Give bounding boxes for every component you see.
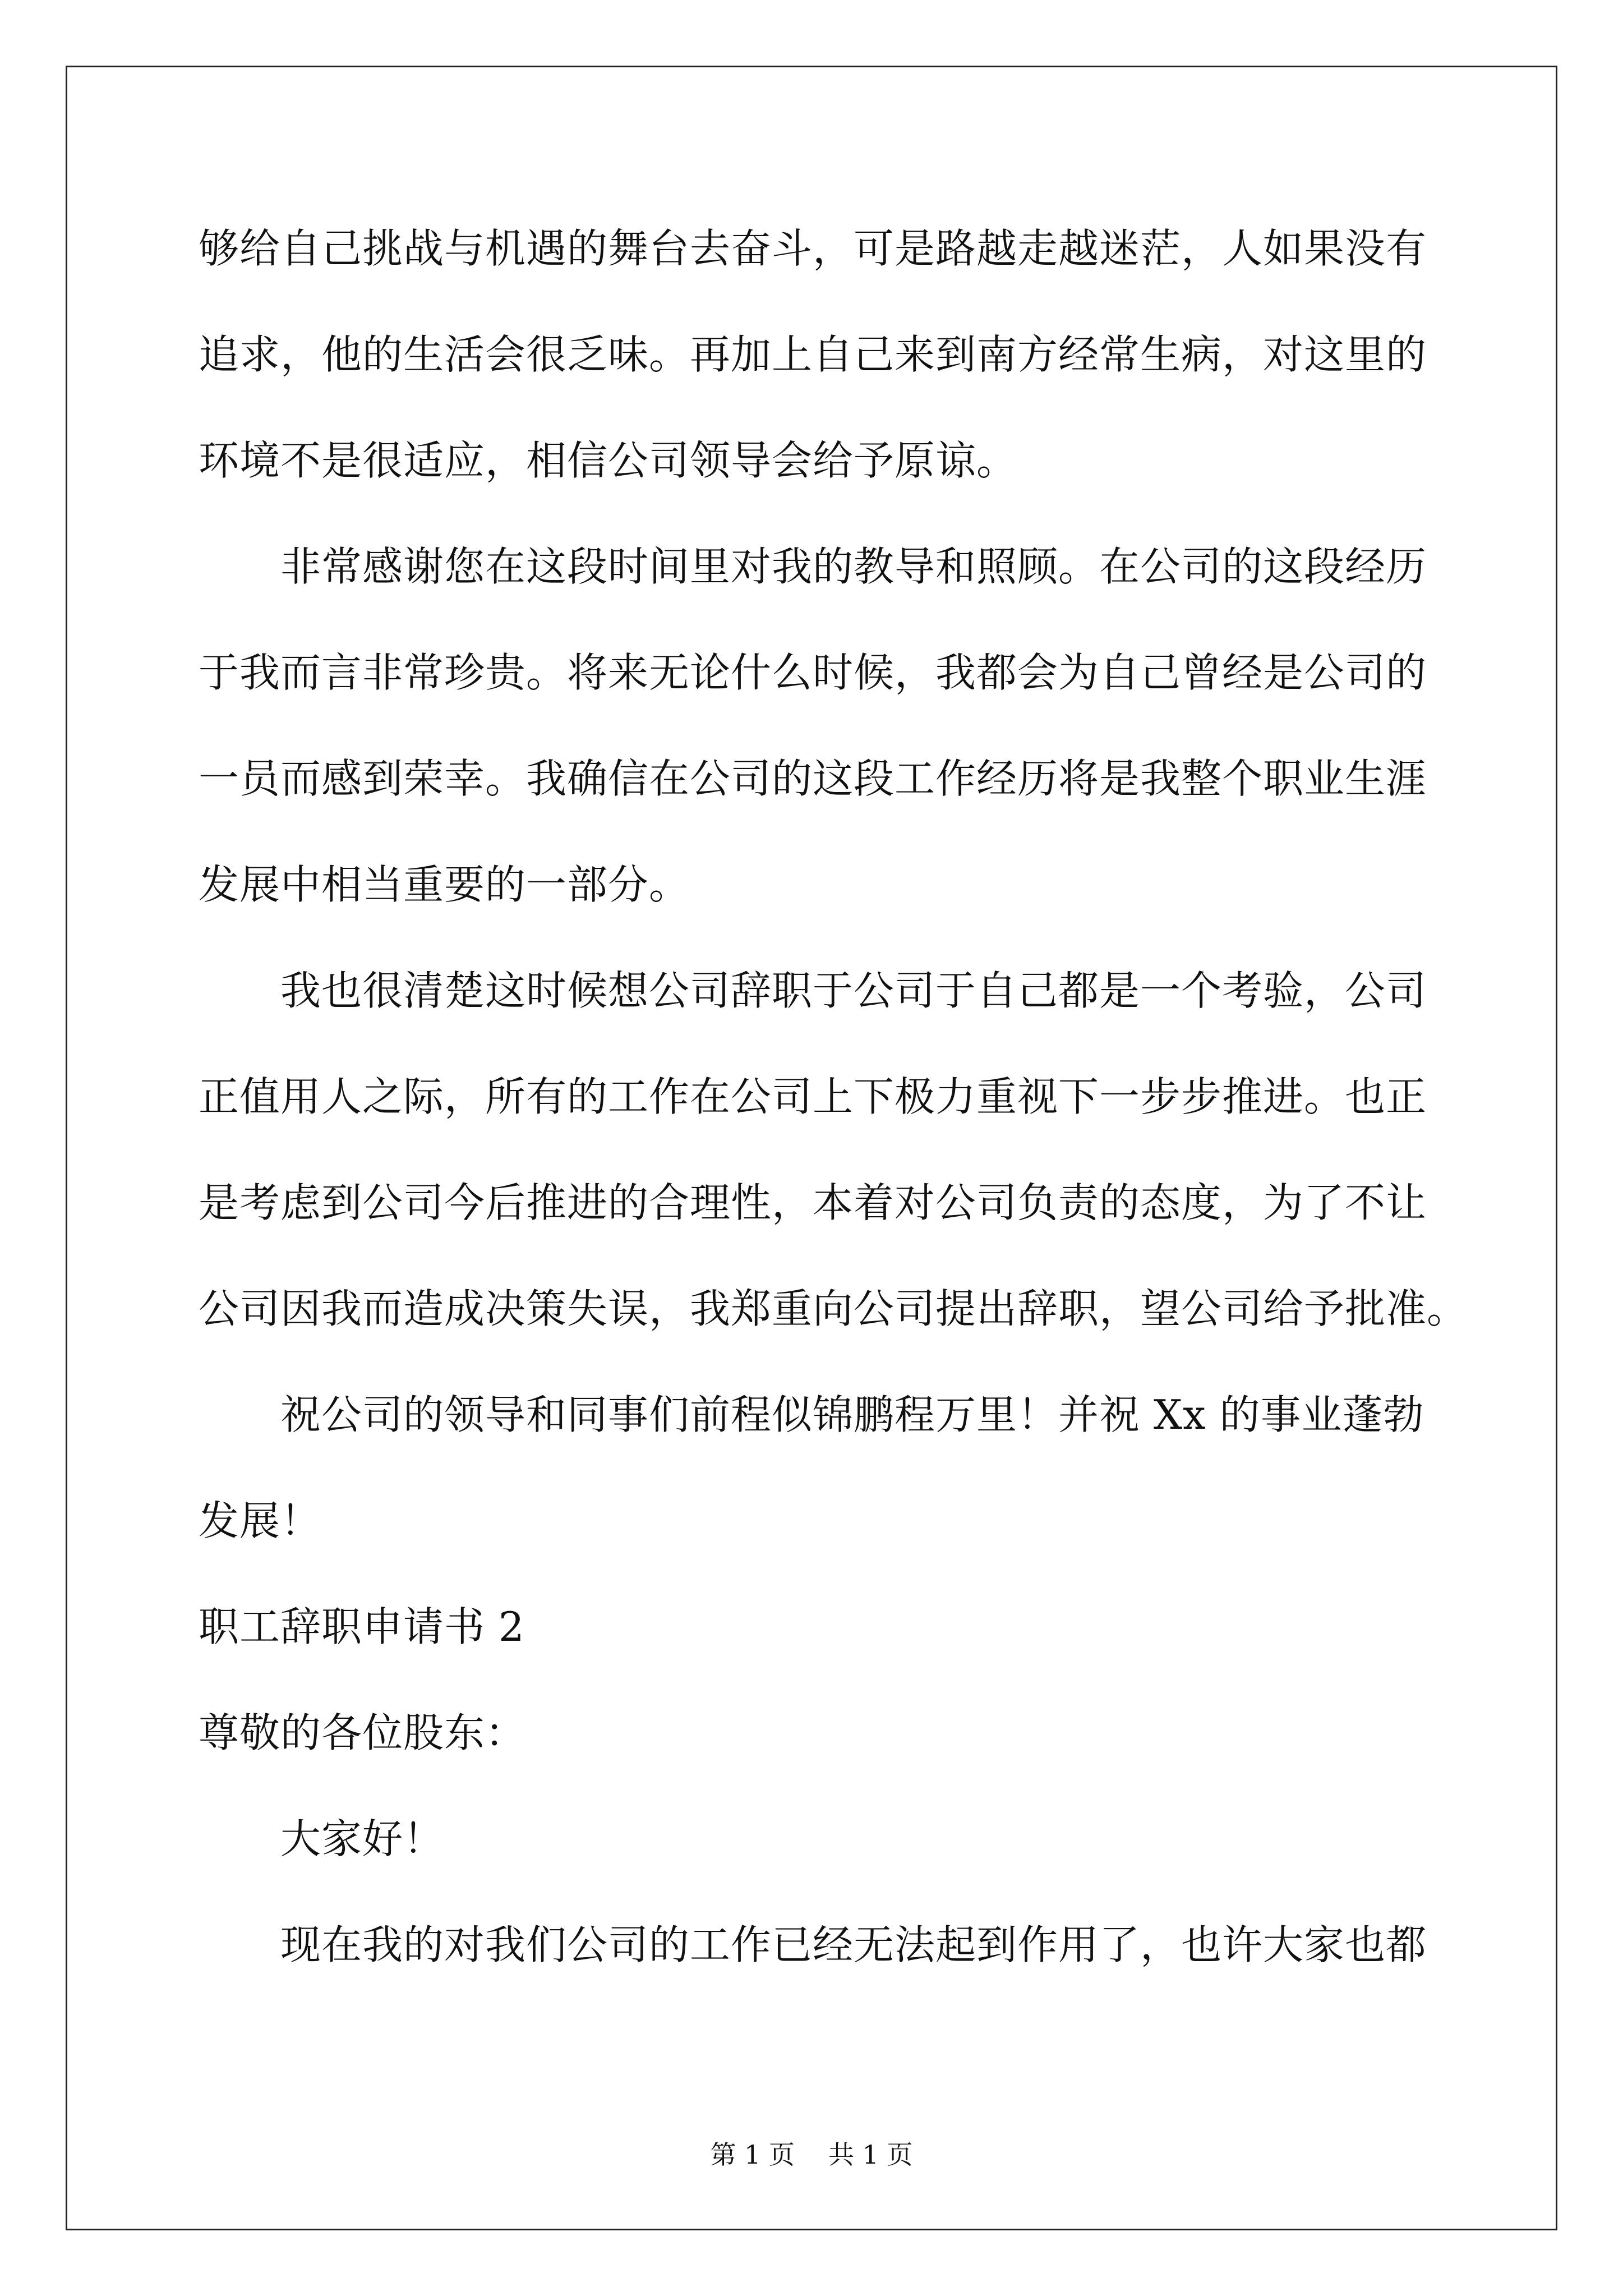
salutation: 尊敬的各位股东： — [199, 1709, 527, 1756]
text-line: 正值用人之际，所有的工作在公司上下极力重视下一步步推进。也正 — [199, 1073, 1427, 1120]
section-heading: 职工辞职申请书 2 — [199, 1603, 525, 1650]
paragraph-start-line: 现在我的对我们公司的工作已经无法起到作用了，也许大家也都 — [280, 1921, 1427, 1968]
paragraph-start-line: 祝公司的领导和同事们前程似锦鹏程万里！并祝 Xx 的事业蓬勃 — [280, 1391, 1424, 1438]
page-footer — [0, 2134, 1623, 2171]
text-line: 环境不是很适应，相信公司领导会给予原谅。 — [199, 437, 1018, 484]
text-line: 一员而感到荣幸。我确信在公司的这段工作经历将是我整个职业生涯 — [199, 755, 1427, 802]
paragraph-start-line: 非常感谢您在这段时间里对我的教导和照顾。在公司的这段经历 — [280, 543, 1427, 590]
page-number: 第 1 页 — [710, 2139, 795, 2170]
greeting: 大家好！ — [280, 1815, 445, 1862]
text-line: 发展！ — [199, 1497, 322, 1544]
text-line: 是考虑到公司今后推进的合理性，本着对公司负责的态度，为了不让 — [199, 1179, 1427, 1226]
text-line: 够给自己挑战与机遇的舞台去奋斗，可是路越走越迷茫，人如果没有 — [199, 225, 1427, 272]
text-line: 发展中相当重要的一部分。 — [199, 861, 690, 908]
text-line: 于我而言非常珍贵。将来无论什么时候，我都会为自己曾经是公司的 — [199, 649, 1427, 696]
text-line: 公司因我而造成决策失误，我郑重向公司提出辞职，望公司给予批准。 — [199, 1285, 1468, 1332]
text-line: 追求，他的生活会很乏味。再加上自己来到南方经常生病，对这里的 — [199, 331, 1427, 378]
document-body — [199, 218, 1468, 2020]
paragraph-start-line: 我也很清楚这时候想公司辞职于公司于自己都是一个考验，公司 — [280, 967, 1427, 1014]
page-total: 共 1 页 — [828, 2139, 913, 2170]
